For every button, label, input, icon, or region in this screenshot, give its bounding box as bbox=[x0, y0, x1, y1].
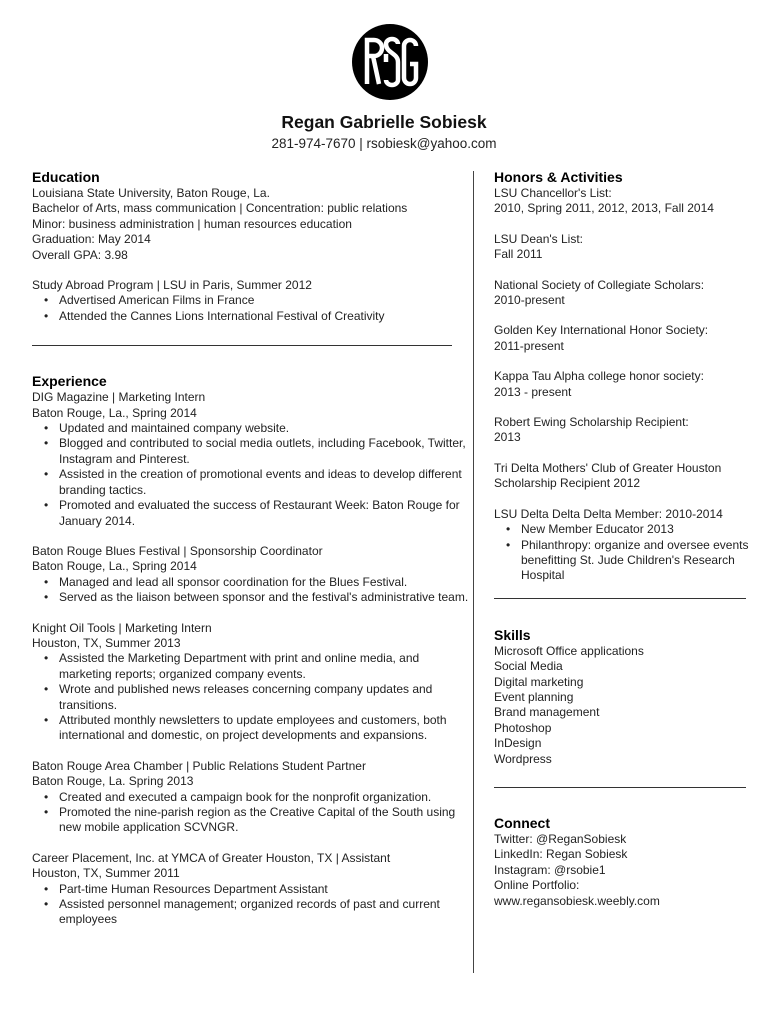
education-line: Bachelor of Arts, mass communication | Concentration: public relations bbox=[32, 201, 408, 216]
honor-title: Kappa Tau Alpha college honor society: bbox=[494, 369, 704, 384]
skill-item: Digital marketing bbox=[494, 674, 584, 689]
honor-item bbox=[494, 186, 750, 217]
honor-title: Tri Delta Mothers' Club of Greater Houston bbox=[494, 460, 722, 475]
skill-item: Wordpress bbox=[494, 751, 552, 766]
honor-detail: 2010-present bbox=[494, 293, 565, 308]
education-line: Louisiana State University, Baton Rouge, La. bbox=[32, 186, 270, 200]
job-role: Knight Oil Tools | Marketing Intern bbox=[32, 620, 212, 635]
job-place: Baton Rouge, La., Spring 2014 bbox=[32, 559, 197, 574]
job-place: Baton Rouge, La. Spring 2013 bbox=[32, 774, 194, 789]
honor-detail: 2013 bbox=[494, 430, 521, 445]
honor-item bbox=[494, 369, 750, 400]
bullet-item: • Served as the liaison between sponsor and the festival's administrative team. bbox=[32, 590, 472, 605]
job-role: DIG Magazine | Marketing Intern bbox=[32, 390, 206, 405]
skill-item: Photoshop bbox=[494, 720, 552, 735]
left-column bbox=[32, 169, 472, 928]
bullet-item: • Advertised American Films in France bbox=[32, 293, 472, 308]
education-heading: Education bbox=[32, 169, 100, 185]
job-place: Baton Rouge, La., Spring 2014 bbox=[32, 405, 197, 420]
connect-portfolio-label: Online Portfolio: bbox=[494, 878, 580, 893]
job-role: Baton Rouge Blues Festival | Sponsorship Coordinator bbox=[32, 543, 323, 558]
bullet-item: • Created and executed a campaign book for the nonprofit organization. bbox=[32, 790, 472, 805]
honor-title: Golden Key International Honor Society: bbox=[494, 323, 709, 338]
candidate-name: Regan Gabrielle Sobiesk bbox=[281, 112, 487, 132]
column-divider bbox=[473, 171, 474, 973]
study-abroad-line: Study Abroad Program | LSU in Paris, Summer 2012 bbox=[32, 278, 312, 293]
honor-title: National Society of Collegiate Scholars: bbox=[494, 277, 705, 292]
bullet-item: • Philanthropy: organize and oversee events benefitting St. Jude Children's Research Hospital bbox=[494, 538, 750, 584]
bullet-item: • Blogged and contributed to social media outlets, including Facebook, Twitter, Instagram and Pinterest. bbox=[32, 436, 472, 467]
bullet-item: • Managed and lead all sponsor coordination for the Blues Festival. bbox=[32, 575, 472, 590]
bullet-item: • New Member Educator 2013 bbox=[494, 522, 750, 537]
connect-twitter: Twitter: @ReganSobiesk bbox=[494, 831, 627, 846]
skill-item: Social Media bbox=[494, 659, 563, 674]
honor-detail: Scholarship Recipient 2012 bbox=[494, 476, 641, 491]
honor-title: LSU Dean's List: bbox=[494, 231, 583, 246]
honor-item bbox=[494, 323, 750, 354]
honor-title: LSU Chancellor's List: bbox=[494, 186, 612, 200]
skills-heading: Skills bbox=[494, 626, 531, 643]
education-line: Graduation: May 2014 bbox=[32, 232, 151, 247]
honor-item bbox=[494, 232, 750, 263]
job-place: Houston, TX, Summer 2011 bbox=[32, 866, 180, 881]
bullet-item: • Wrote and published news releases concerning company updates and transitions. bbox=[32, 682, 472, 713]
skill-item: Event planning bbox=[494, 689, 574, 704]
job-entry bbox=[32, 390, 472, 529]
bullet-item: • Assisted in the creation of promotional events and ideas to develop different branding tactics. bbox=[32, 467, 472, 498]
honor-item bbox=[494, 278, 750, 309]
education-line: Minor: business administration | human resources education bbox=[32, 216, 352, 231]
skill-item: InDesign bbox=[494, 736, 542, 751]
honor-item bbox=[494, 415, 750, 446]
contact-info: 281-974-7670 | rsobiesk@yahoo.com bbox=[271, 136, 497, 151]
bullet-item: • Assisted personnel management; organized records of past and current employees bbox=[32, 897, 472, 928]
bullet-item: • Updated and maintained company website. bbox=[32, 421, 472, 436]
study-abroad-bullets bbox=[32, 293, 472, 324]
honor-detail: 2013 - present bbox=[494, 384, 572, 399]
bullet-item: • Attributed monthly newsletters to update employees and customers, both international and domestic, on project developments and expansions. bbox=[32, 713, 472, 744]
experience-heading: Experience bbox=[32, 373, 107, 390]
bullet-item: • Attended the Cannes Lions International Festival of Creativity bbox=[32, 309, 472, 324]
honor-detail: 2010, Spring 2011, 2012, 2013, Fall 2014 bbox=[494, 201, 714, 216]
job-entry bbox=[32, 851, 472, 928]
connect-linkedin: LinkedIn: Regan Sobiesk bbox=[494, 847, 628, 862]
connect-instagram: Instagram: @rsobie1 bbox=[494, 862, 606, 877]
connect-portfolio-url: www.regansobiesk.weebly.com bbox=[494, 893, 660, 908]
job-role: Baton Rouge Area Chamber | Public Relations Student Partner bbox=[32, 758, 366, 773]
connect-heading: Connect bbox=[494, 814, 550, 831]
delta-bullets bbox=[494, 522, 750, 584]
bullet-item: • Promoted the nine-parish region as the Creative Capital of the South using new mobile application SCVNGR. bbox=[32, 805, 472, 836]
skill-item: Microsoft Office applications bbox=[494, 643, 644, 658]
job-entry bbox=[32, 759, 472, 836]
honors-heading: Honors & Activities bbox=[494, 169, 623, 185]
right-column bbox=[494, 169, 750, 909]
bullet-item: • Part-time Human Resources Department Assistant bbox=[32, 882, 472, 897]
education-line: Overall GPA: 3.98 bbox=[32, 247, 128, 262]
monogram-logo bbox=[350, 22, 430, 102]
honor-item bbox=[494, 461, 750, 492]
skill-item: Brand management bbox=[494, 705, 600, 720]
job-place: Houston, TX, Summer 2013 bbox=[32, 635, 181, 650]
job-entry bbox=[32, 621, 472, 744]
bullet-item: • Promoted and evaluated the success of Restaurant Week: Baton Rouge for January 2014. bbox=[32, 498, 472, 529]
honor-detail: Fall 2011 bbox=[494, 247, 543, 262]
bullet-item: • Assisted the Marketing Department with print and online media, and marketing reports; organized company events. bbox=[32, 651, 472, 682]
job-entry bbox=[32, 544, 472, 606]
honor-title: Robert Ewing Scholarship Recipient: bbox=[494, 415, 689, 430]
honor-detail: 2011-present bbox=[494, 338, 564, 353]
job-role: Career Placement, Inc. at YMCA of Greater Houston, TX | Assistant bbox=[32, 850, 391, 865]
delta-membership: LSU Delta Delta Delta Member: 2010-2014 bbox=[494, 506, 723, 521]
